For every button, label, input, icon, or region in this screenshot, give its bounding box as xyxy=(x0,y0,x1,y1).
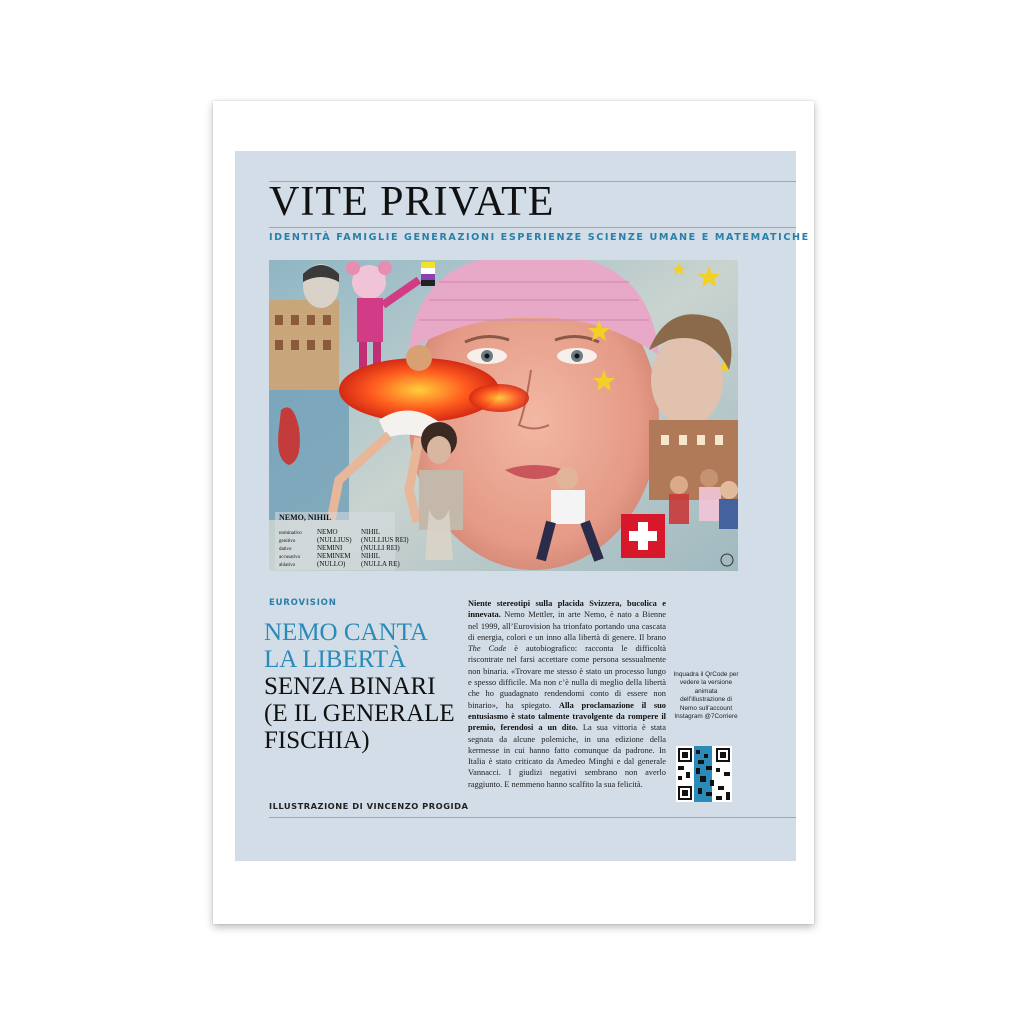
section-label: EUROVISION xyxy=(269,598,337,608)
declension-nemo: NEMO xyxy=(317,528,338,536)
declension-case: nominativo xyxy=(279,531,302,536)
body-lead: Niente stereotipi sulla placida Svizzera, bucolica e innevata. xyxy=(468,599,666,620)
declension-case: genitivo xyxy=(279,539,296,544)
declension-nemo: (NULLIUS) xyxy=(317,536,352,544)
declension-nemo: NEMINI xyxy=(317,544,343,552)
declension-nemo: NEMINEM xyxy=(317,552,351,560)
qr-code-icon[interactable] xyxy=(676,746,732,802)
magazine-page xyxy=(213,101,814,924)
title-rule xyxy=(269,227,796,228)
illustration-credit: ILLUSTRAZIONE DI VINCENZO PROGIDA xyxy=(269,801,469,811)
declension-header: NEMO, NIHIL xyxy=(279,513,332,522)
headline-line: FISCHIA) xyxy=(264,727,370,754)
qr-caption: Inquadra il QrCode per vedere la versione animata dell’illustrazione di Nemo sull’account Instagram @7Corriere xyxy=(673,671,739,721)
body-bold: Alla proclamazione il suo entusiasmo è stato talmente travolgente da rompere il premio, ferendosi a un dito. xyxy=(468,700,666,733)
page-title: VITE PRIVATE xyxy=(269,179,555,225)
headline-line: (E IL GENERALE xyxy=(264,700,455,727)
bottom-rule xyxy=(269,817,796,818)
declension-case: dativo xyxy=(279,547,292,552)
headline-line: LA LIBERTÀ xyxy=(264,646,407,673)
declension-nihil: NIHIL xyxy=(361,528,381,536)
declension-nihil: (NULLI REI) xyxy=(361,544,400,552)
declension-nemo: (NULLO) xyxy=(317,560,346,568)
declension-case: accusativo xyxy=(279,555,301,560)
headline-line: NEMO CANTA xyxy=(264,619,428,646)
collage-image xyxy=(269,260,738,571)
body-text: La sua vittoria è stata segnata da alcune polemiche, in una edizione della kermesse in cui hanno fatto comunque da padrone. In Italia è stato criticato da Amedeo Minghi e dal generale Vannacci. I giudizi negativi sembrano non averlo raggiunto. E nemmeno hanno scalfito la sua felicità. xyxy=(468,723,666,789)
declension-nihil: NIHIL xyxy=(361,552,381,560)
body-text: è autobiografico: racconta le difficoltà riscontrate nel farsi accettare come persona sessualmente non binaria. «Trovare me stesso è stato un processo lungo e spesso difficile. Ma non c’è nulla di meglio della libertà che ho guadagnato rendendomi conto di essere non binario», ha spiegato. xyxy=(468,644,666,710)
declension-case: ablativo xyxy=(279,563,296,568)
article-panel xyxy=(235,151,810,861)
declension-nihil: (NULLIUS REI) xyxy=(361,536,409,544)
declension-nihil: (NULLA RE) xyxy=(361,560,400,568)
headline-line: SENZA BINARI xyxy=(264,673,436,700)
article-body xyxy=(468,598,666,790)
headline xyxy=(264,619,464,754)
body-text: Nemo Mettler, in arte Nemo, è nato a Bienne nel 1999, all’Eurovision ha trionfato portando una cascata di energia, colori e un inno alla libertà di genere. Il brano xyxy=(468,610,666,642)
illustration xyxy=(269,260,738,571)
page-subtitle: IDENTITÀ FAMIGLIE GENERAZIONI ESPERIENZE SCIENZE UMANE E MATEMATICHE xyxy=(269,232,810,243)
body-song-title: The Code xyxy=(468,644,507,654)
